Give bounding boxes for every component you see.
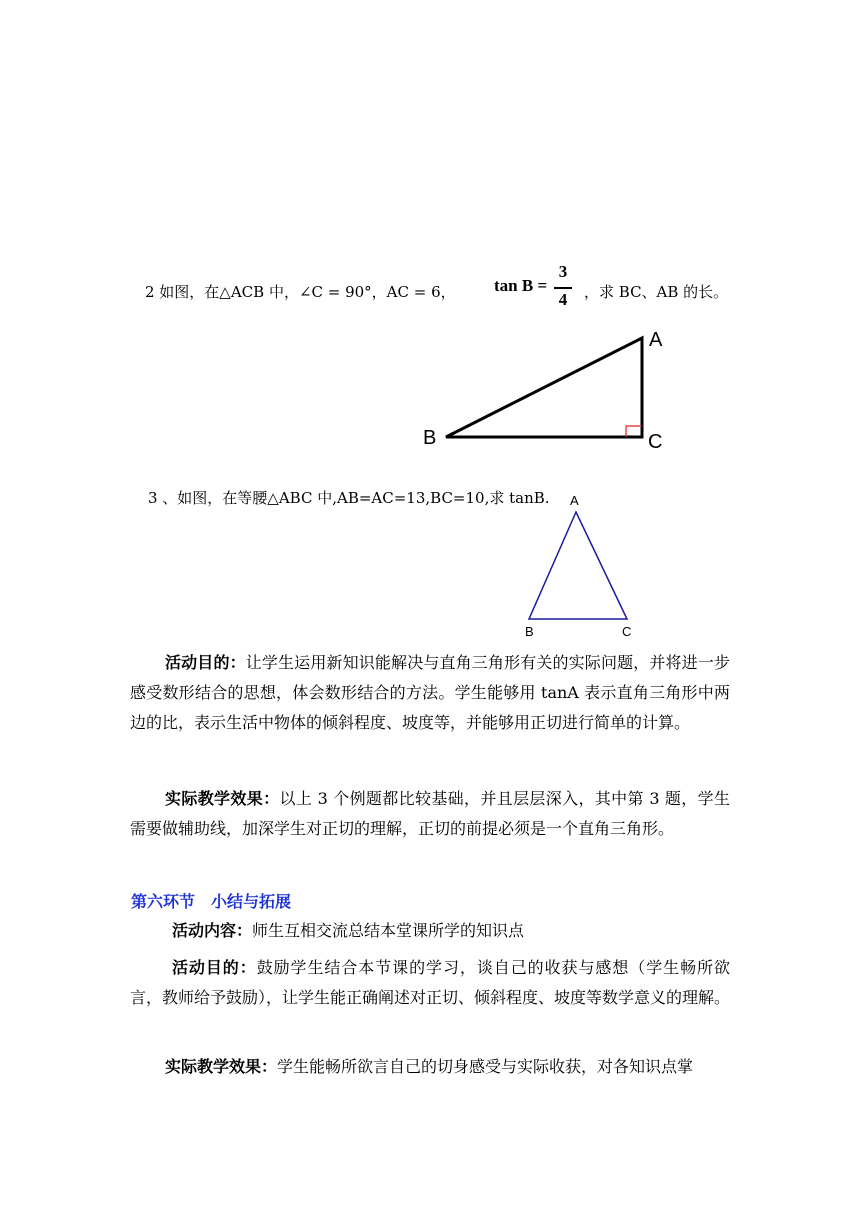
vertex-label-b: B (423, 427, 437, 449)
vertex-label-a: A (649, 329, 663, 351)
problem3-text: 3 、如图，在等腰△ABC 中,AB=AC=13,BC=10,求 tanB. (148, 489, 550, 507)
purpose-text: 让学生运用新知识能解决与直角三角形有关的实际问题，并将进一步感受数形结合的思想，体会数形结合的方法。学生能够用 tanA 表示直角三角形中两边的比，表示生活中物体的倾斜程度、坡度等，并能够用正切进行简单的计算。 (130, 653, 730, 732)
isosceles-triangle-figure (525, 493, 631, 639)
effect-label: 实际教学效果： (165, 789, 280, 808)
purpose-paragraph (130, 648, 730, 738)
iso-label-b: B (525, 624, 534, 639)
content-label: 活动内容： (172, 921, 253, 940)
tan-label: tan B = (494, 276, 548, 295)
problem2-text-after: ，求 BC、AB 的长。 (584, 283, 729, 301)
isosceles-triangle (529, 512, 627, 619)
purpose-label: 活动目的： (165, 653, 246, 672)
right-triangle (446, 338, 642, 437)
content-paragraph (130, 916, 730, 946)
section6-effect-label: 实际教学效果： (165, 1057, 278, 1076)
section6-purpose-label: 活动目的： (172, 958, 257, 977)
right-triangle-figure (423, 329, 663, 453)
section6-effect-text: 学生能畅所欲言自己的切身感受与实际收获，对各知识点掌 (277, 1057, 694, 1076)
section6-purpose-paragraph (130, 953, 730, 1013)
section6-purpose-text: 鼓励学生结合本节课的学习，谈自己的收获与感想（学生畅所欲言，教师给予鼓励），让学生能正确阐述对正切、倾斜程度、坡度等数学意义的理解。 (130, 958, 731, 1007)
problem2-text: 2 如图，在△ACB 中，∠C = 90°，AC = 6， (145, 283, 456, 301)
section-heading: 第六环节 小结与拓展 (131, 892, 292, 911)
iso-label-c: C (622, 624, 632, 639)
tan-numerator: 3 (558, 262, 568, 281)
tan-denominator: 4 (558, 290, 568, 309)
right-angle-mark (626, 426, 642, 437)
iso-label-a: A (570, 493, 579, 508)
content-text: 师生互相交流总结本堂课所学的知识点 (252, 921, 525, 940)
section6-effect-paragraph (130, 1052, 730, 1082)
effect-text: 以上 3 个例题都比较基础，并且层层深入，其中第 3 题，学生需要做辅助线，加深学生对正切的理解，正切的前提必须是一个直角三角形。 (130, 789, 730, 838)
vertex-label-c: C (648, 431, 663, 453)
effect-paragraph (130, 784, 730, 844)
